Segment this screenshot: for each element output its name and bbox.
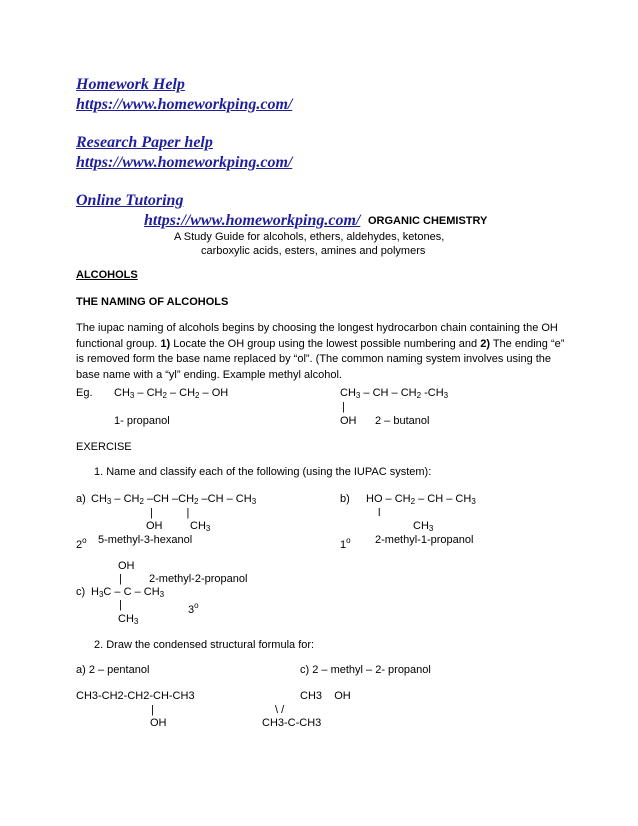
subscript: 2 — [194, 497, 199, 506]
item-b-name: 2-methyl-1-propanol — [375, 534, 474, 546]
subscript: 3 — [106, 497, 112, 506]
item-b-class-number: 1 — [340, 539, 347, 551]
item-c-classification — [188, 599, 199, 617]
example-right-formula: $CH_3$ – CH – $CH_2$ $-CH_3$ — [340, 387, 449, 400]
item-b-class-degree: o — [346, 536, 351, 545]
item-a-formula: $CH_3 - CH_2$ –CH $-CH_2$ $-CH - CH_3$ — [91, 493, 257, 506]
item-c-bond-top: | — [119, 573, 122, 585]
intro-text-1: The iupac naming of alcohols begins by choosing the longest hydrocarbon chain containing the OH functional group. — [76, 322, 558, 350]
item-c-ch3: $CH_3$ — [118, 613, 139, 626]
subscript: 2 — [162, 391, 167, 400]
section-heading-naming: THE NAMING OF ALCOHOLS — [76, 296, 229, 308]
subscript: 2 — [416, 391, 422, 400]
subscript: 3 — [133, 617, 139, 626]
step-1-number: 1) — [160, 337, 171, 350]
online-tutoring-url[interactable]: https://www.homeworkping.com/ — [144, 212, 361, 229]
item-d-label: a) 2 – pentanol — [76, 664, 150, 676]
subtitle-line-2: carboxylic acids, esters, amines and polymers — [201, 245, 426, 257]
subtitle-line-1: A Study Guide for alcohols, ethers, aldehydes, ketones, — [174, 231, 445, 243]
item-c-formula: $H_3C$ – C – $CH_3$ — [91, 586, 165, 599]
subscript: 3 — [471, 497, 476, 506]
item-c-oh: OH — [118, 560, 135, 572]
subscript: 3 — [159, 590, 165, 599]
item-a-bonds: | | — [150, 507, 190, 519]
subscript: 3 — [129, 391, 135, 400]
item-b-label: b) — [340, 493, 350, 505]
section-heading-alcohols: ALCOHOLS — [76, 269, 138, 281]
step-2-number: 2) — [480, 337, 490, 350]
example-right-oh: OH — [340, 415, 357, 427]
item-d-oh: OH — [150, 717, 167, 729]
subscript: 3 — [205, 524, 211, 533]
intro-text-3: The ending “e” is removed form the base name replaced by “ol”. (The common naming system involves using the base name with a “yl” ending. Example methyl alcohol. — [76, 337, 565, 381]
subscript: 2 — [195, 391, 200, 400]
example-left-name: 1- propanol — [114, 415, 170, 427]
item-e-formula: CH3-C-CH3 — [262, 717, 322, 729]
subscript: 3 — [98, 590, 104, 599]
item-a-classification — [76, 534, 87, 552]
subscript: 3 — [443, 391, 449, 400]
item-a-class-number: 2 — [76, 539, 83, 551]
item-c-label: c) — [76, 586, 86, 598]
item-b-bond: l — [378, 507, 381, 519]
item-a-label: a) — [76, 493, 86, 505]
homework-help-url[interactable]: https://www.homeworkping.com/ — [76, 96, 293, 113]
subscript: 2 — [410, 497, 416, 506]
subscript: 2 — [139, 497, 144, 506]
subscript: 3 — [251, 497, 257, 506]
item-e-bonds: \ / — [275, 704, 285, 716]
example-right-bond: | — [342, 401, 345, 413]
intro-paragraph — [76, 321, 566, 383]
item-c-class-number: 3 — [188, 604, 195, 616]
item-e-top: CH3 OH — [300, 690, 351, 702]
item-c-class-degree: o — [194, 601, 199, 610]
item-b-classification — [340, 534, 351, 552]
exercise-heading: EXERCISE — [76, 441, 132, 453]
item-c-bond-bottom: | — [119, 599, 122, 611]
item-a-name: 5-methyl-3-hexanol — [98, 534, 193, 546]
example-left-formula: $CH_3 - CH_2 - CH_2$ – OH — [114, 387, 229, 400]
question-2: 2. Draw the condensed structural formula for: — [94, 639, 315, 651]
intro-text-2: Locate the OH group using the lowest possible numbering and — [170, 337, 481, 350]
item-a-class-degree: o — [82, 536, 87, 545]
example-label: Eg. — [76, 387, 93, 399]
page-title: ORGANIC CHEMISTRY — [368, 215, 488, 227]
question-1: 1. Name and classify each of the following (using the IUPAC system): — [94, 466, 432, 478]
example-right-name: 2 – butanol — [375, 415, 430, 427]
subscript: 3 — [355, 391, 361, 400]
item-d-formula: CH3-CH2-CH2-CH-CH3 — [76, 690, 195, 702]
item-d-bond: | — [151, 704, 154, 716]
research-paper-link[interactable]: Research Paper help — [76, 134, 213, 151]
item-c-name: 2-methyl-2-propanol — [149, 573, 248, 585]
item-a-groups: OH $CH_3$ — [146, 520, 211, 533]
subscript: 3 — [428, 524, 434, 533]
homework-help-link[interactable]: Homework Help — [76, 76, 185, 93]
online-tutoring-link[interactable]: Online Tutoring — [76, 192, 184, 209]
item-b-group: $CH_3$ — [413, 520, 434, 533]
item-e-label: c) 2 – methyl – 2- propanol — [300, 664, 431, 676]
research-paper-url[interactable]: https://www.homeworkping.com/ — [76, 154, 293, 171]
item-b-formula: HO – $CH_2$ – CH – $CH_3$ — [366, 493, 476, 506]
